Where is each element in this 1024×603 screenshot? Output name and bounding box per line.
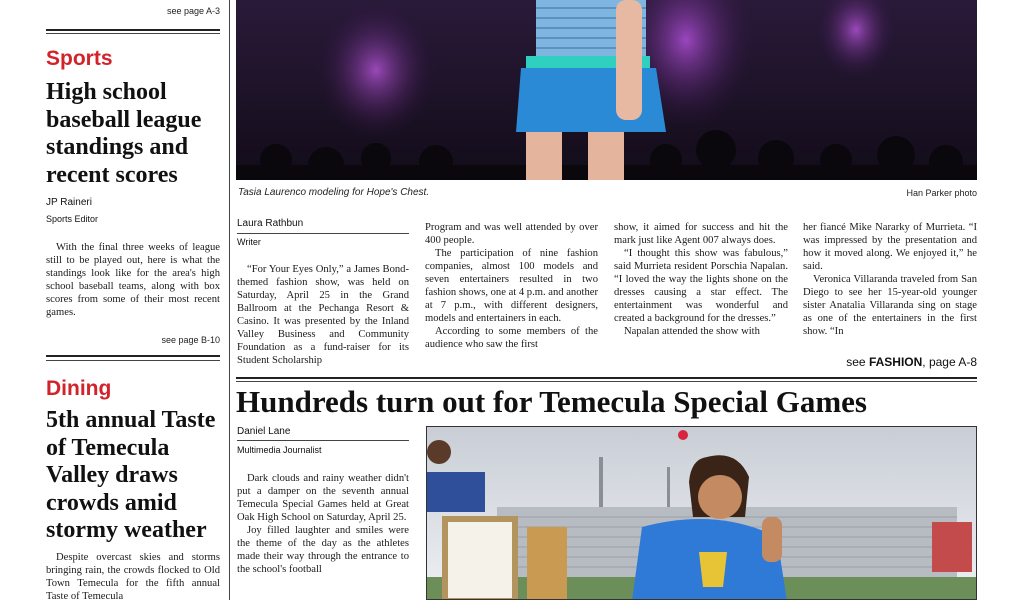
dining-body: Despite overcast skies and storms bringing rain, the crowds flocked to Old Town Temecula for the fifth annual Taste of Temecula bbox=[46, 552, 220, 602]
games-body: Dark clouds and rainy weather didn't put a damper on the seventh annual Temecula Special Games held at Great Oak High School on Saturday, April 25. Joy filled laughter and smiles were the theme of the day as the athletes made their way through the entrance to the school's football bbox=[237, 473, 409, 575]
sports-byline: JP Raineri bbox=[46, 197, 92, 208]
byline-rule bbox=[237, 440, 409, 441]
runway-photo bbox=[236, 0, 977, 180]
special-games-photo bbox=[427, 427, 977, 600]
sports-headline[interactable]: High school baseball league standings and recent scores bbox=[46, 79, 202, 188]
sidebar-divider bbox=[46, 355, 220, 357]
article-divider bbox=[236, 377, 977, 379]
fashion-photo bbox=[236, 0, 977, 180]
sports-byline-role: Sports Editor bbox=[46, 214, 99, 224]
fashion-col-1: “For Your Eyes Only,” a James Bond-themed fashion show, was held on Saturday, April 25 in the Grand Ballroom at the Pechanga Resort & Casino. It was presented by the Inland Valley Business and Community Foundation as a fund-raiser for its Student Scholarship bbox=[237, 264, 409, 366]
top-jump[interactable]: see page A-3 bbox=[166, 6, 220, 16]
sports-body: With the final three weeks of league still to be played out, here is what the standings look like for the area's high school baseball teams, along with box scores from some of their most recent games. bbox=[46, 242, 220, 318]
fashion-col-3: show, it aimed for success and hit the mark just like Agent 007 always does. “I thought this show was fabulous,” said Murrieta resident Porschia Napalan. “I loved the way the lights shone on the dresses causing a star effect. The entertainment was wonderful and created a background for the dresses.” Napalan attended the show with bbox=[614, 222, 788, 337]
games-headline[interactable]: Hundreds turn out for Temecula Special Games bbox=[236, 384, 867, 419]
dining-headline[interactable]: 5th annual Taste of Temecula Valley draws crowds amid stormy weather bbox=[46, 407, 216, 543]
column-divider bbox=[229, 0, 230, 600]
sports-jump[interactable]: see page B-10 bbox=[161, 335, 220, 345]
fashion-byline-role: Writer bbox=[237, 237, 261, 247]
jump-keyword: FASHION bbox=[868, 355, 923, 369]
sidebar-divider bbox=[46, 33, 220, 34]
games-byline-role: Multimedia Journalist bbox=[237, 445, 322, 455]
games-photo bbox=[426, 426, 977, 600]
dining-section-label[interactable]: Dining bbox=[46, 377, 112, 400]
games-byline: Daniel Lane bbox=[237, 426, 291, 437]
fashion-jump-link[interactable] bbox=[803, 355, 977, 369]
fashion-col-2: Program and was well attended by over 400 people. The participation of nine fashion companies, almost 100 models and seven entertainers resulted in two fashion shows, one at 4 p.m. and another at 7 p.m., with different designers, models and entertainers in each. According to some members of the audience who saw the first bbox=[425, 222, 598, 350]
article-divider bbox=[236, 381, 977, 382]
sidebar-divider bbox=[46, 29, 220, 31]
sidebar-divider bbox=[46, 360, 220, 361]
jump-suffix: , page A-8 bbox=[922, 355, 977, 369]
fashion-col-4: her fiancé Mike Nararky of Murrieta. “I was impressed by the presentation and how it moved along. We enjoyed it,” he said. Veronica Villaranda traveled from San Diego to see her 15-year-old younger sister Anatalia Villaranda sing on stage as one of the entertainers in the first show. “In bbox=[803, 222, 977, 337]
fashion-photo-caption: Tasia Laurenco modeling for Hope's Chest. bbox=[238, 187, 430, 198]
byline-rule bbox=[237, 233, 409, 234]
fashion-byline: Laura Rathbun bbox=[237, 218, 304, 229]
jump-prefix: see bbox=[846, 355, 869, 369]
fashion-photo-credit: Han Parker photo bbox=[906, 188, 977, 198]
sports-section-label[interactable]: Sports bbox=[46, 47, 113, 70]
